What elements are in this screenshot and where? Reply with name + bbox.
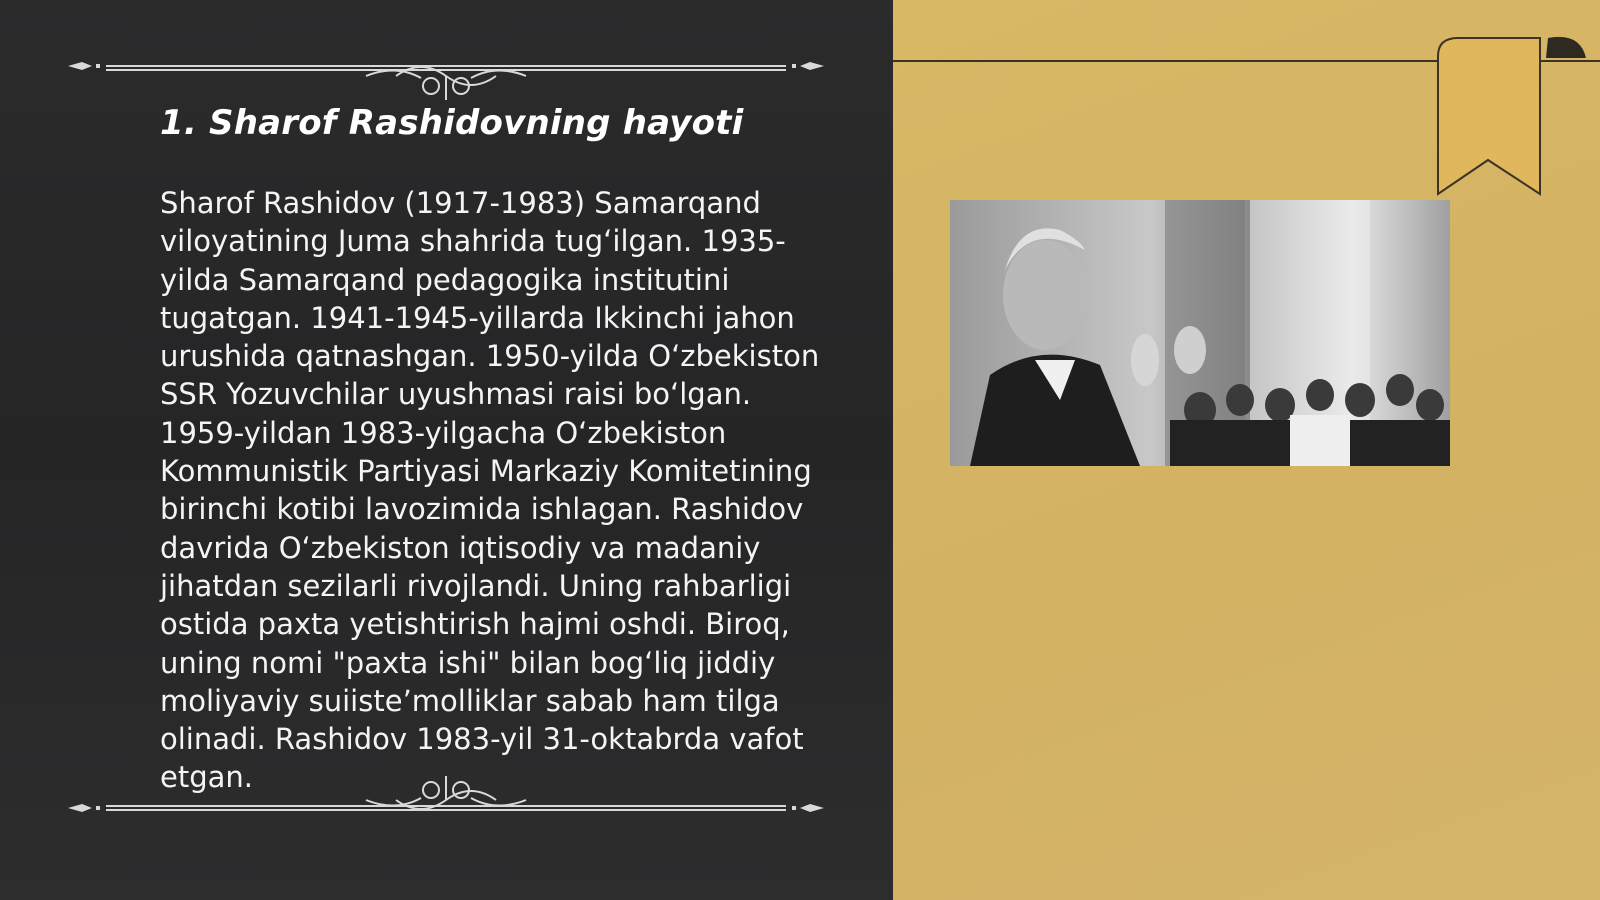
portrait-photo [950,200,1450,466]
top-ornament-divider-icon [66,40,826,100]
slide-title: 1. Sharof Rashidovning hayoti [160,103,744,143]
bookmark-ribbon-icon [1430,36,1590,201]
slide-body-text: Sharof Rashidov (1917-1983) Samarqand viloyatining Juma shahrida tug‘ilgan. 1935-yilda Samarqand pedagogika institutini tugatgan. 1941-1945-yillarda Ikkinchi jahon urushida qatnashgan. 1950-yilda O‘zbekiston SSR Yozuvchilar uyushmasi raisi bo‘lgan. 1959-yildan 1983-yilgacha O‘zbekiston Kommunistik Partiyasi Markaziy Komitetining birinchi kotibi lavozimida ishlagan. Rashidov davrida O‘zbekiston iqtisodiy va madaniy jihatdan sezilarli rivojlandi. Uning rahbarligi ostida paxta yetishtirish hajmi oshdi. Biroq, uning nomi "paxta ishi" bilan bog‘liq jiddiy moliyaviy suiiste’molliklar sabab ham tilga olinadi. Rashidov 1983-yil 31-oktabrda vafot etgan. [160,186,820,795]
